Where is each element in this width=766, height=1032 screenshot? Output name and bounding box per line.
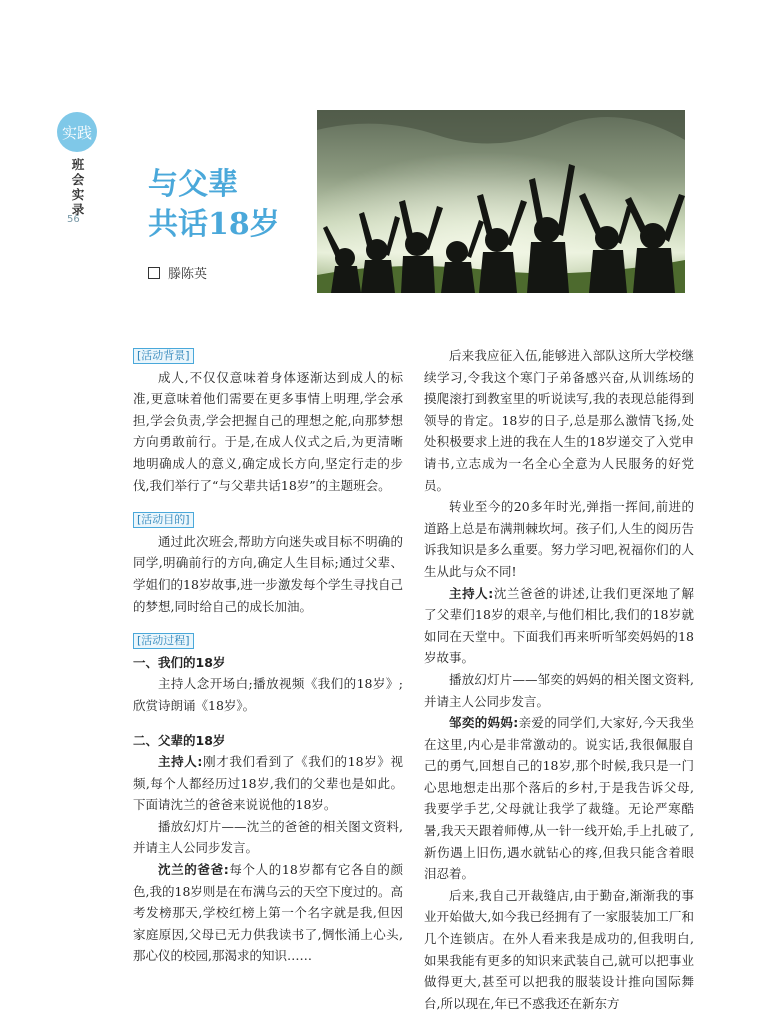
activity-background-tag: [活动背景] (133, 348, 194, 364)
activity-goal-tag: [活动目的] (133, 512, 194, 528)
speaker-label: 主持人: (449, 585, 494, 601)
speaker-label: 主持人: (158, 754, 203, 770)
right-column (424, 345, 694, 1014)
article-title (148, 165, 280, 245)
section-heading-2: 二、父辈的18岁 (133, 732, 226, 748)
army-paragraph: 后来我应征入伍,能够进入部队这所大学校继续学习,令我这个寒门子弟备感兴奋,从训练场的摸爬滚打到教室里的听说读写,我的表现总能得到领导的肯定。18岁的日子,总是那么激情飞扬,处处积极要求上进的我在人生的18岁递交了入党申请书,立志成为一名全心全意为人民服务的好党员。 (424, 348, 694, 493)
title-line-1: 与父辈 (148, 167, 238, 202)
business-paragraph: 后来,我自己开裁缝店,由于勤奋,渐渐我的事业开始做大,如今我已经拥有了一家服装加工厂和几个连锁店。在外人看来我是成功的,但我明白,如果我能有更多的知识来武装自己,就可以把事业做得更大,甚至可以把我的服装设计推向国际舞台,所以现在,年已不惑我还在新东方 (424, 887, 694, 1011)
raised-hands-silhouette-image (317, 110, 685, 293)
speech-text: 刚才我们看到了《我们的18岁》视频,每个人都经历过18岁,我们的父辈也是如此。下面请沈兰的爸爸来说说他的18岁。 (133, 754, 403, 813)
author-line (148, 263, 207, 282)
speech-text: 沈兰爸爸的讲述,让我们更深地了解了父辈们18岁的艰辛,与他们相比,我们的18岁就如同在天堂中。下面我们再来听听邹奕妈妈的18岁故事。 (424, 585, 695, 666)
slideshow-paragraph: 播放幻灯片——邹奕的妈妈的相关图文资料,并请主人公同步发言。 (424, 671, 694, 709)
host-speech-paragraph (424, 583, 694, 669)
background-paragraph: 成人,不仅仅意味着身体逐渐达到成人的标准,更意味着他们需要在更多事情上明理,学会承担,学会负责,学会把握自己的理想之舵,向那梦想方向勇敢前行。于是,在成人仪式之后,为更清晰地明确成人的意义,确定成长方向,坚定行走的步伐,我们举行了“与父辈共话18岁”的主题班会。 (133, 369, 403, 493)
goal-paragraph: 通过此次班会,帮助方向迷失或目标不明确的同学,明确前行的方向,确定人生目标;通过父辈、学姐们的18岁故事,进一步激发每个学生寻找自己的梦想,同时给自己的成长加油。 (133, 533, 403, 614)
section-badge: 实践 (57, 112, 97, 152)
career-paragraph: 转业至今的20多年时光,弹指一挥间,前进的道路上总是布满荆棘坎坷。孩子们,人生的阅历告诉我知识是多么重要。努力学习吧,祝福你们的人生从此与众不同! (424, 499, 694, 579)
speaker-label: 邹奕的妈妈: (449, 715, 519, 731)
section-1-paragraph: 主持人念开场白;播放视频《我们的18岁》;欣赏诗朗诵《18岁》。 (133, 676, 403, 713)
left-column (133, 345, 403, 967)
author-box-icon (148, 267, 160, 279)
speech-text: 亲爱的同学们,大家好,今天我坐在这里,内心是非常激动的。说实话,我很佩服自己的勇气,回想自己的18岁,那个时候,我只是一门心思地想走出那个落后的乡村,于是我告诉父母,我要学手艺,父母就让我学了裁缝。无论严寒酷暑,我天天跟着师傅,从一针一线开始,手上扎破了,新伤遇上旧伤,遇水就钻心的疼,但我只能含着眼泪忍着。 (424, 715, 694, 882)
section-heading-1: 一、我们的18岁 (133, 654, 226, 670)
page-number: 56 (67, 214, 80, 225)
column-name: 班会实录 (71, 157, 85, 217)
speaker-label: 沈兰的爸爸: (158, 862, 229, 878)
slideshow-paragraph: 播放幻灯片——沈兰的爸爸的相关图文资料,并请主人公同步发言。 (133, 818, 403, 856)
father-speech-paragraph (133, 859, 403, 967)
mother-speech-paragraph (424, 712, 694, 885)
header-photo (317, 110, 685, 293)
speech-text: 每个人的18岁都有它各自的颜色,我的18岁则是在布满乌云的天空下度过的。高考发榜那天,学校红榜上第一个名字就是我,但因家庭原因,父母已无力供我读书了,惆怅涌上心头,那心仪的校园,那渴求的知识…… (133, 862, 403, 964)
author-name: 滕陈英 (168, 267, 208, 282)
title-line-2: 共话18岁 (148, 207, 280, 242)
host-speech-paragraph (133, 751, 403, 816)
activity-process-tag: [活动过程] (133, 633, 194, 649)
